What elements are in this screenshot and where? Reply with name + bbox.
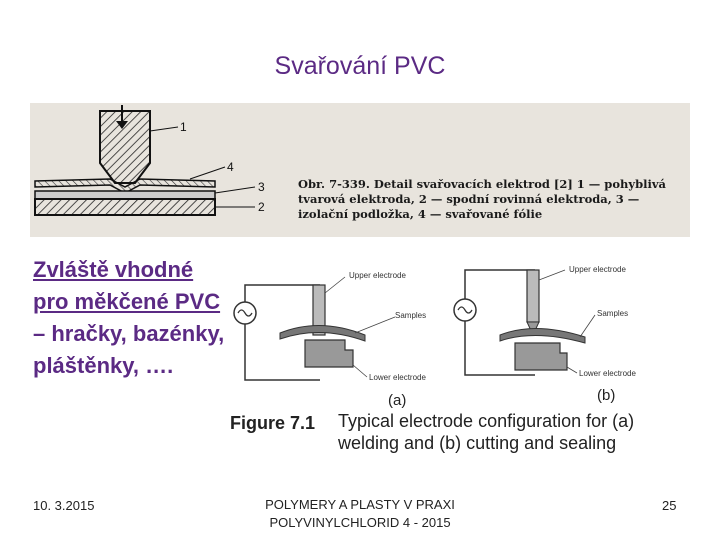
lower-electrode-b	[515, 343, 567, 370]
footer-page-number: 25	[662, 498, 677, 513]
body-text-rest: – hračky, bazénky, pláštěnky, ….	[33, 321, 225, 378]
circuit-b	[454, 270, 595, 375]
callout-1: 1	[180, 120, 187, 134]
insulating-pad	[35, 191, 215, 199]
label-upper-electrode-b: Upper electrode	[569, 265, 626, 274]
label-upper-electrode-a: Upper electrode	[349, 271, 406, 280]
welding-electrode-detail-figure	[30, 103, 690, 237]
body-text-underlined: Zvláště vhodné pro měkčené PVC	[33, 257, 221, 314]
label-b: (b)	[597, 387, 616, 404]
top-figure-caption: Obr. 7-339. Detail svařovacích elektrod [2] 1 — pohyblivá tvarová elektroda, 2 — spodní rovinná elektroda, 3 — izolační podložka, 4 — svařované fólie	[298, 177, 666, 221]
figure-label: Figure 7.1	[230, 413, 316, 433]
footer-center	[200, 496, 520, 532]
figure-caption-text: Typical electrode configuration for (a) welding and (b) cutting and sealing	[338, 411, 635, 453]
lower-electrode-shape	[35, 199, 215, 215]
body-text	[33, 254, 228, 382]
samples-b	[500, 328, 585, 343]
callout-4: 4	[227, 160, 234, 174]
callout-3: 3	[258, 180, 265, 194]
footer-date: 10. 3.2015	[33, 498, 95, 513]
label-samples-a: Samples	[395, 311, 427, 320]
label-samples-b: Samples	[597, 309, 629, 318]
electrode-configuration-figure	[225, 255, 695, 460]
footer-center-line1: POLYMERY A PLASTY V PRAXI	[265, 497, 455, 512]
footer-center-line2: POLYVINYLCHLORID 4 - 2015	[269, 515, 451, 530]
label-lower-electrode-a: Lower electrode	[369, 373, 426, 382]
label-a: (a)	[388, 392, 407, 409]
callout-2: 2	[258, 200, 265, 214]
circuit-a	[234, 277, 395, 380]
slide-title: Svařování PVC	[274, 52, 446, 80]
label-lower-electrode-b: Lower electrode	[579, 369, 636, 378]
lower-electrode-a	[305, 340, 353, 367]
upper-electrode-b	[527, 270, 539, 322]
